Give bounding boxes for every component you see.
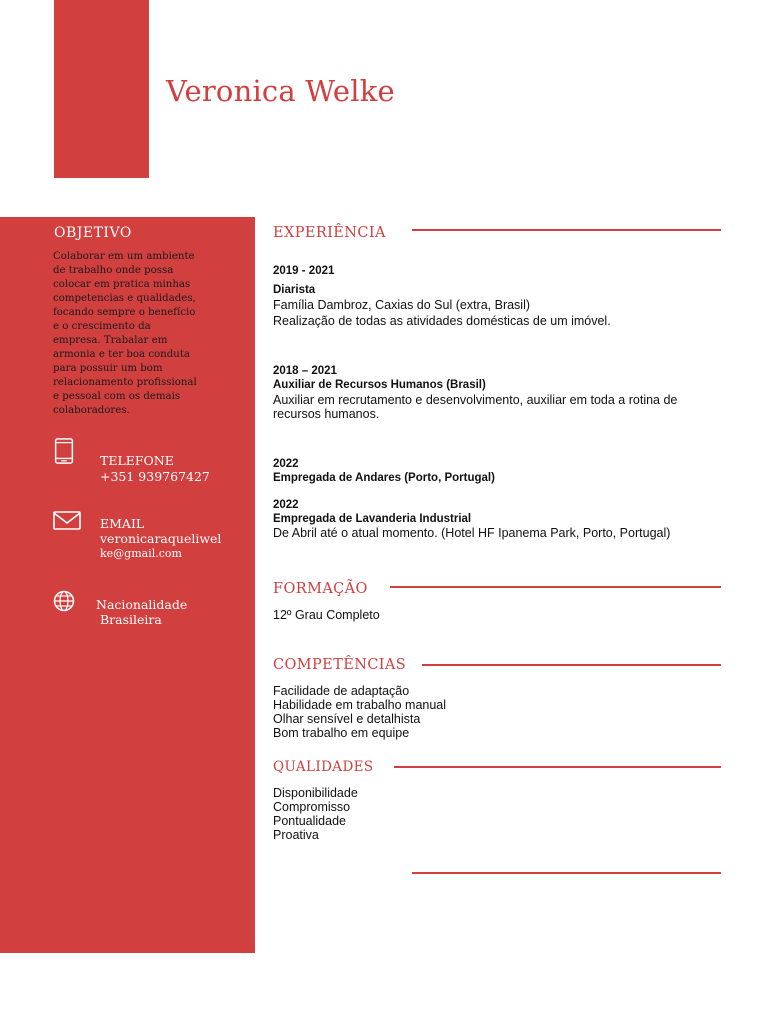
experience-role: Auxiliar de Recursos Humanos (Brasil) xyxy=(273,379,486,391)
experience-line: Família Dambroz, Caxias do Sul (extra, Brasil) xyxy=(273,298,531,312)
skills-rule xyxy=(422,664,721,666)
nationality-label: Nacionalidade xyxy=(96,597,188,612)
experience-line: Auxiliar em recrutamento e desenvolvimento, auxiliar em toda a rotina de xyxy=(273,393,678,407)
phone-icon xyxy=(53,438,75,464)
experience-item xyxy=(273,264,723,328)
objective-title: OBJETIVO xyxy=(54,225,132,241)
list-item: Pontualidade xyxy=(273,814,346,828)
skills-title: COMPETÊNCIAS xyxy=(273,657,407,673)
experience-line: recursos humanos. xyxy=(273,407,380,421)
nationality-value: Brasileira xyxy=(100,612,162,627)
list-item: Olhar sensível e detalhista xyxy=(273,712,421,726)
header-accent-block xyxy=(54,0,149,178)
list-item: Compromisso xyxy=(273,800,351,814)
experience-line: De Abril até o atual momento. (Hotel HF Ipanema Park, Porto, Portugal) xyxy=(273,526,671,540)
experience-title: EXPERIÊNCIA xyxy=(273,225,386,241)
list-item: Proativa xyxy=(273,828,319,842)
education-text: 12º Grau Completo xyxy=(273,608,380,622)
list-item: Facilidade de adaptação xyxy=(273,684,410,698)
qualities-title: QUALIDADES xyxy=(273,759,374,775)
experience-item xyxy=(273,364,723,421)
globe-icon xyxy=(53,590,75,612)
experience-item xyxy=(273,498,723,540)
list-item: Habilidade em trabalho manual xyxy=(273,698,447,712)
experience-role: Empregada de Andares (Porto, Portugal) xyxy=(273,472,495,484)
email-value-line1: veronicaraqueliwel xyxy=(100,531,222,546)
candidate-name: Veronica Welke xyxy=(166,74,395,108)
education-title: FORMAÇÃO xyxy=(273,581,368,597)
phone-label: TELEFONE xyxy=(100,453,174,468)
footer-rule xyxy=(412,872,721,874)
experience-line: Realização de todas as atividades domésticas de um imóvel. xyxy=(273,314,611,328)
qualities-list xyxy=(273,786,723,842)
phone-value: +351 939767427 xyxy=(100,469,210,484)
experience-period: 2022 xyxy=(273,458,299,470)
objective-text: Colaborar em um ambiente de trabalho onde possa colocar em pratica minhas competencias e qualidades, focando sempre o benefício e o crescimento da empresa. Trabalar em armonia e ter boa conduta para possuir um bom relacionamento profissional e pessoal com os demais colaboradores. xyxy=(53,251,197,416)
sidebar xyxy=(0,217,255,953)
email-value-line2: ke@gmail.com xyxy=(100,547,182,560)
experience-period: 2018 – 2021 xyxy=(273,365,337,377)
skills-list xyxy=(273,684,723,740)
list-item: Disponibilidade xyxy=(273,786,358,800)
education-rule xyxy=(390,586,721,588)
experience-role: Empregada de Lavanderia Industrial xyxy=(273,513,472,525)
envelope-icon xyxy=(53,511,81,531)
experience-rule xyxy=(412,229,721,231)
experience-period: 2022 xyxy=(273,499,299,511)
email-label: EMAIL xyxy=(100,516,145,531)
list-item: Bom trabalho em equipe xyxy=(273,726,410,740)
experience-period: 2019 - 2021 xyxy=(273,265,335,277)
qualities-rule xyxy=(394,766,721,768)
experience-item xyxy=(273,457,723,485)
experience-role: Diarista xyxy=(273,284,316,296)
